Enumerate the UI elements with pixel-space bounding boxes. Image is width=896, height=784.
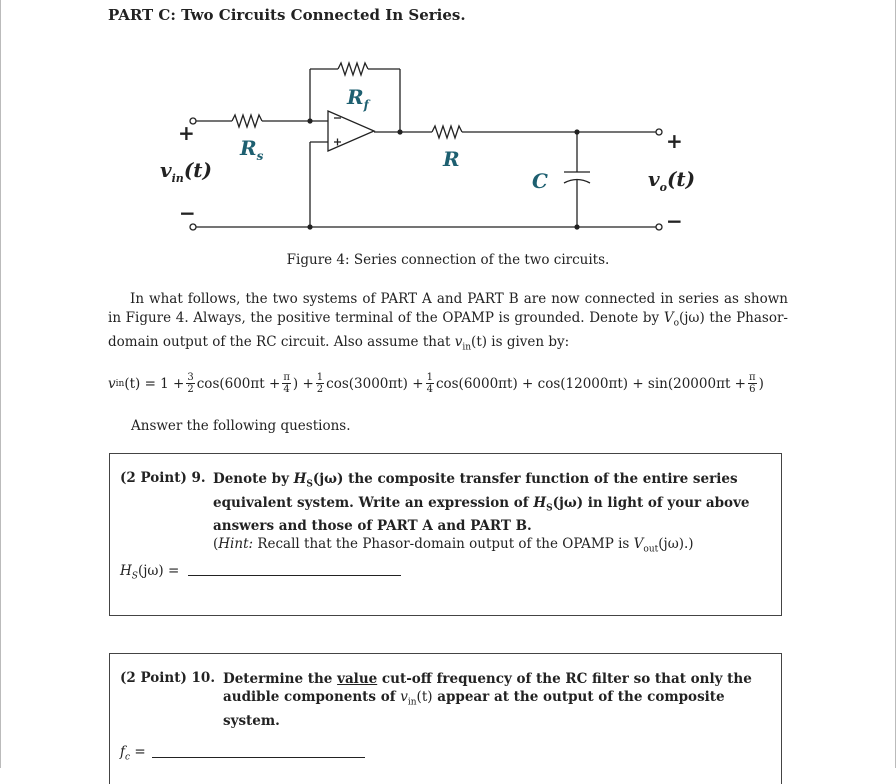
fraction: $\frac{\pi}{4}$ — [283, 372, 290, 395]
question-10-answer-label: $f_c$ = — [120, 744, 146, 763]
fraction: $\frac{1}{4}$ — [426, 372, 433, 395]
question-10-heading: (2 Point) 10. — [120, 670, 216, 686]
junction-dot — [307, 118, 312, 123]
circuit-diagram — [150, 52, 710, 242]
vin-minus-sign: − — [179, 201, 196, 225]
junction-dot — [397, 129, 402, 134]
fraction: $\frac{1}{2}$ — [316, 372, 324, 395]
fraction: $\frac{\pi}{6}$ — [748, 372, 756, 395]
vo-top-terminal — [656, 129, 662, 135]
intro-paragraph: In what follows, the two systems of PART A and PART B are now connected in series as shown in Figure 4. Always, the positive terminal of the OPAMP is grounded. Denote by $V_o(j\omega)$ the Phasor-domain output of the RC circuit. Also assume that $v_{in}(t)$ is given by: — [108, 291, 788, 353]
question-9-answer-label: $H_S(j\omega)$ = — [120, 563, 180, 582]
fraction: $\frac{3}{2}$ — [187, 372, 194, 395]
vin-label: $v_{in}(t)$ — [160, 158, 212, 185]
vin-equation: v in (t) = 1 + $\frac{3}{2}$ cos(600πt + $\frac{\pi}{4}$ ) + $\frac{1}{2}$ cos(3000πt) + $\frac{1}{4}$ cos(6000πt) + cos(12000πt) + sin(20000πt + $\frac{\pi}{6}$ ) — [108, 372, 764, 395]
question-9-text: Denote by $H_S(j\omega)$ the composite transfer function of the entire series equivalent system. Write an expression of $H_S(j\omega)$ in light of your above answers and those of PART A and PART B. (Hint: Recall that the Phasor-domain output of the OPAMP is $V_{out}(j\omega)$.) — [213, 471, 750, 556]
question-10-box — [109, 653, 782, 784]
vin-plus-sign: + — [178, 121, 195, 145]
rs-resistor — [232, 115, 262, 127]
junction-dot — [307, 224, 312, 229]
vo-label: $v_o(t)$ — [648, 167, 696, 194]
r-label: R — [443, 147, 460, 171]
answer-prompt: Answer the following questions. — [131, 418, 351, 434]
question-10-answer-line[interactable] — [152, 757, 365, 758]
question-9-answer-line[interactable] — [188, 575, 401, 576]
rf-label: $R_f$ — [347, 85, 369, 112]
rf-resistor — [338, 63, 368, 75]
question-9-heading: (2 Point) 9. — [120, 470, 206, 486]
vo-minus-sign: − — [666, 209, 683, 233]
page-border-left — [0, 0, 1, 768]
c-label: C — [532, 169, 548, 193]
rs-label: $R_s$ — [240, 136, 264, 163]
figure-caption: Figure 4: Series connection of the two circuits. — [286, 252, 610, 268]
section-heading: PART C: Two Circuits Connected In Series. — [108, 6, 466, 24]
junction-dot — [574, 129, 579, 134]
vo-bottom-terminal — [656, 224, 662, 230]
question-9-hint: (Hint: Recall that the Phasor-domain output of the OPAMP is $V_{out}(j\omega)$.) — [213, 536, 694, 556]
r-resistor — [432, 126, 462, 138]
question-9-box — [109, 453, 782, 616]
vo-plus-sign: + — [666, 129, 683, 153]
question-10-text: Determine the value cut-off frequency of the RC filter so that only the audible components of $v_{in}(t)$ appear at the output of the composite system. — [223, 671, 752, 729]
opamp-symbol — [328, 111, 374, 151]
junction-dot — [574, 224, 579, 229]
